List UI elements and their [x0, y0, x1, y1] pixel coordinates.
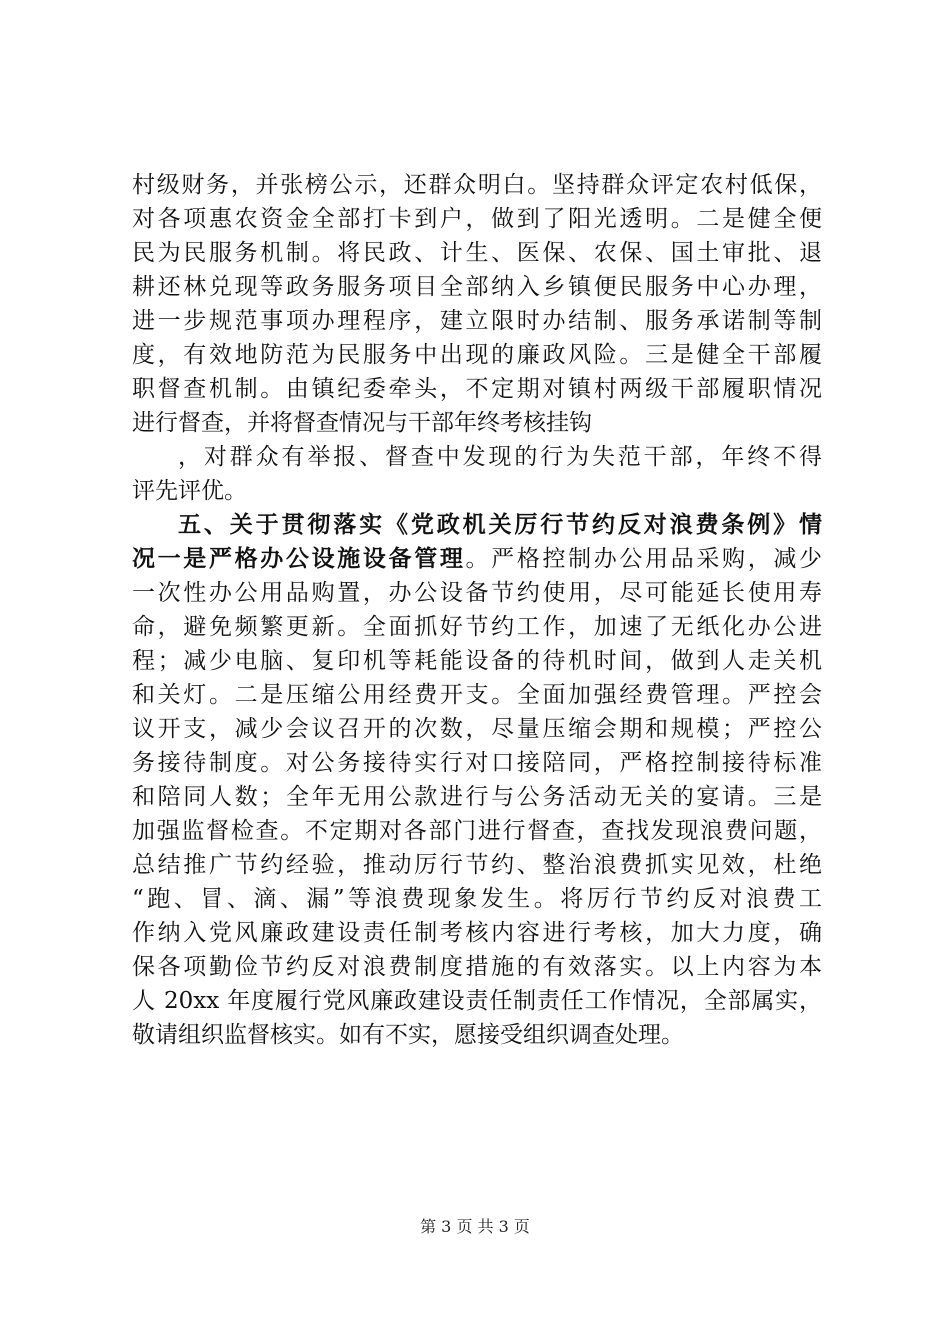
text-line — [132, 168, 822, 202]
line-text: ，对群众有举报、督查中发现的行为失范干部，年终不得 — [178, 444, 822, 470]
text-line — [132, 746, 822, 780]
line-text: 一次性办公用品购置，办公设备节约使用，尽可能延长使用寿 — [132, 580, 822, 606]
line-text: 村级财务，并张榜公示，还群众明白。坚持群众评定农村低保， — [132, 172, 822, 198]
line-text: 命，避免频繁更新。全面抓好节约工作，加速了无纸化办公进 — [132, 614, 822, 640]
page-footer: 第 3 页 共 3 页 — [420, 1217, 530, 1236]
line-text: 和陪同人数；全年无用公款进行与公务活动无关的宴请。三是 — [132, 784, 822, 810]
line-text: 度，有效地防范为民服务中出现的廉政风险。三是健全干部履 — [132, 342, 822, 368]
text-line — [132, 780, 822, 814]
text-line — [132, 202, 822, 236]
line-text: 评先评优。 — [132, 478, 247, 504]
text-line — [132, 576, 822, 610]
text-line — [132, 644, 822, 678]
line-text: 保各项勤俭节约反对浪费制度措施的有效落实。以上内容为本 — [132, 954, 822, 980]
text-line — [132, 440, 822, 474]
line-text: 务接待制度。对公务接待实行对口接陪同，严格控制接待标准 — [132, 750, 822, 776]
line-text: 作纳入党风廉政建设责任制考核内容进行考核，加大力度，确 — [132, 920, 822, 946]
line-text: 敬请组织监督核实。如有不实，愿接受组织调查处理。 — [132, 1022, 684, 1048]
text-line — [132, 984, 822, 1018]
text-line — [132, 270, 822, 304]
text-line — [132, 882, 822, 916]
line-text: 程；减少电脑、复印机等耗能设备的待机时间，做到人走关机 — [132, 648, 822, 674]
text-line — [132, 814, 822, 848]
line-text: 进一步规范事项办理程序，建立限时办结制、服务承诺制等制 — [132, 308, 822, 334]
text-line — [132, 678, 822, 712]
line-text: 耕还林兑现等政务服务项目全部纳入乡镇便民服务中心办理， — [132, 274, 822, 300]
text-line — [132, 304, 822, 338]
document-body — [132, 168, 822, 1052]
line-text: 职督查机制。由镇纪委牵头，不定期对镇村两级干部履职情况 — [132, 376, 822, 402]
text-line — [132, 338, 822, 372]
line-text: 进行督查，并将督查情况与干部年终考核挂钩 — [132, 410, 592, 436]
text-line — [132, 916, 822, 950]
line-text: 和关灯。二是压缩公用经费开支。全面加强经费管理。严控会 — [132, 682, 822, 708]
text-line — [132, 848, 822, 882]
text-line — [132, 372, 822, 406]
text-line — [132, 474, 822, 508]
text-line — [132, 950, 822, 984]
line-text: 加强监督检查。不定期对各部门进行督查，查找发现浪费问题， — [132, 818, 822, 844]
text-line — [132, 406, 822, 440]
text-line — [132, 712, 822, 746]
line-text: 总结推广节约经验，推动厉行节约、整治浪费抓实见效，杜绝 — [132, 852, 822, 878]
text-line — [132, 1018, 822, 1052]
line-text: 。严格控制办公用品采购，减少 — [465, 546, 822, 572]
line-text: 人 20xx 年度履行党风廉政建设责任制责任工作情况，全部属实， — [132, 988, 822, 1014]
bold-heading-text: 况一是严格办公设施设备管理 — [132, 546, 466, 572]
line-text: 议开支，减少会议召开的次数，尽量压缩会期和规模；严控公 — [132, 716, 822, 742]
text-line — [132, 508, 822, 542]
line-text: “跑、冒、滴、漏”等浪费现象发生。将厉行节约反对浪费工 — [132, 886, 822, 912]
bold-heading-text: 五、关于贯彻落实《党政机关厉行节约反对浪费条例》情 — [178, 512, 822, 538]
line-text: 民为民服务机制。将民政、计生、医保、农保、国土审批、退 — [132, 240, 822, 266]
text-line — [132, 542, 822, 576]
text-line — [132, 236, 822, 270]
text-line — [132, 610, 822, 644]
line-text: 对各项惠农资金全部打卡到户，做到了阳光透明。二是健全便 — [132, 206, 822, 232]
